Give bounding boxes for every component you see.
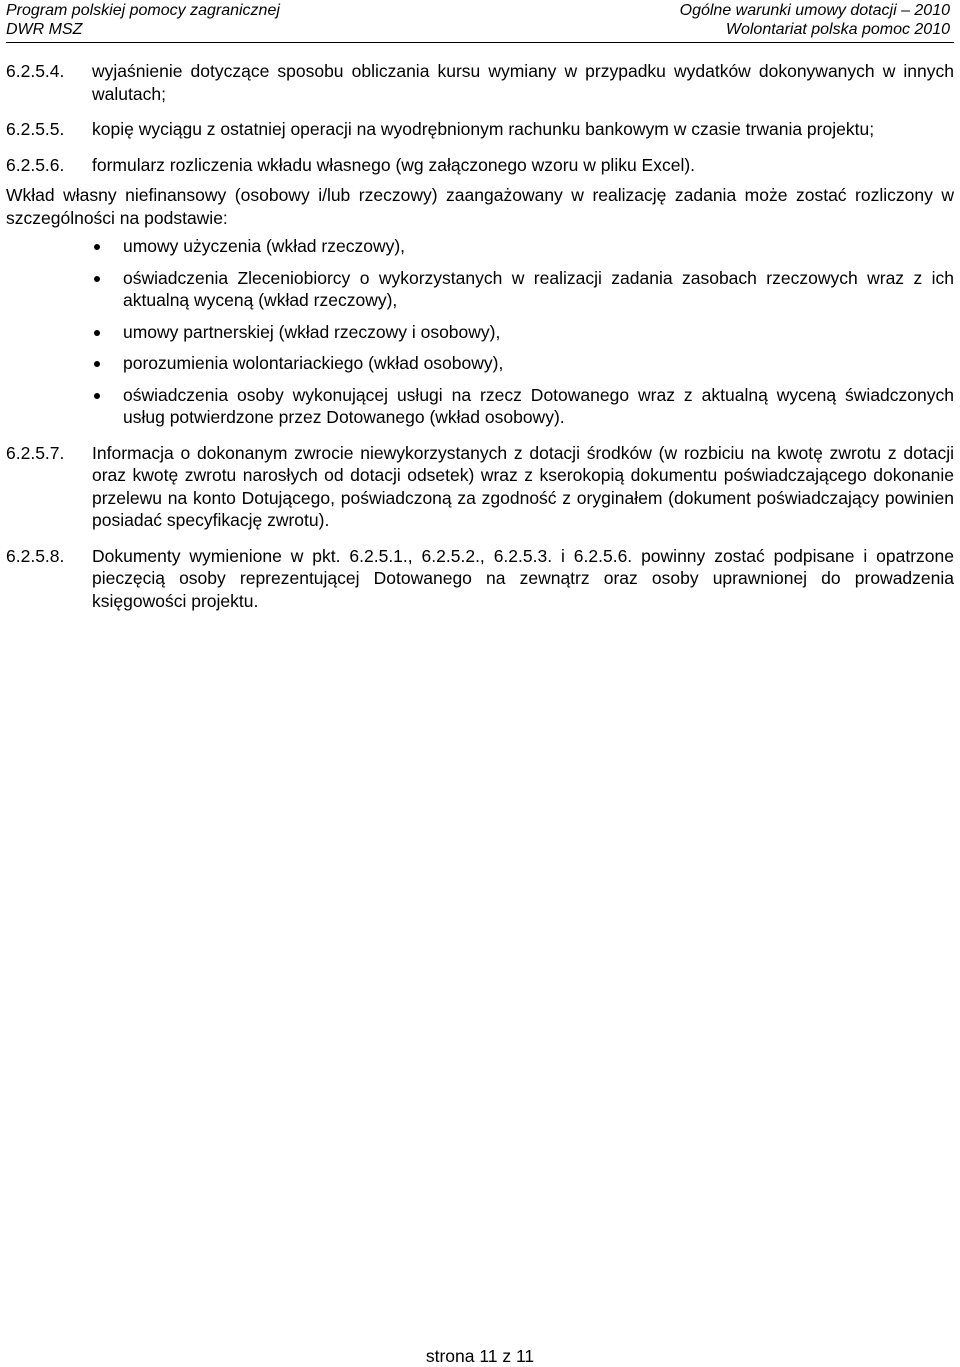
- list-item-text: oświadczenia Zleceniobiorcy o wykorzystanych w realizacji zadania zasobach rzeczowych wraz z ich aktualną wyceną (wkład rzeczowy),: [123, 267, 954, 310]
- list-item: [123, 384, 954, 429]
- page-number: strona 11 z 11: [425, 1346, 535, 1366]
- item-text: Informacja o dokonanym zwrocie niewykorzystanych z dotacji środków (w rozbiciu na kwotę zwrotu z dotacji oraz kwotę zwrotu narosłych od dotacji odsetek) wraz z kserokopią dokumentu poświadczającego dokonanie przelewu na konto Dotującego, poświadczoną za zgodność z oryginałem (dokument poświadczający powinien posiadać specyfikację zwrotu).: [92, 442, 954, 530]
- page-header: [6, 0, 954, 43]
- item-text: kopię wyciągu z ostatniej operacji na wyodrębnionym rachunku bankowym w czasie trwania projektu;: [92, 119, 875, 139]
- item-text: wyjaśnienie dotyczące sposobu obliczania kursu wymiany w przypadku wydatków dokonywanych w innych walutach;: [92, 61, 954, 104]
- header-department: DWR MSZ: [6, 21, 83, 38]
- document-body: [6, 60, 954, 625]
- numbered-item: [6, 545, 954, 613]
- list-item-text: umowy partnerskiej (wkład rzeczowy i osobowy),: [123, 321, 501, 342]
- body-paragraph: Wkład własny niefinansowy (osobowy i/lub rzeczowy) zaangażowany w realizację zadania może zostać rozliczony w szczególności na podstawie:: [6, 185, 954, 228]
- bullet-list: [6, 235, 954, 429]
- bullet-icon: [94, 330, 100, 336]
- bullet-icon: [94, 244, 100, 250]
- item-number: 6.2.5.5.: [6, 119, 65, 139]
- item-text: formularz rozliczenia wkładu własnego (wg załączonego wzoru w pliku Excel).: [92, 154, 696, 175]
- numbered-item: [6, 118, 954, 141]
- header-program-name: Wolontariat polska pomoc 2010: [725, 21, 950, 38]
- item-number: 6.2.5.7.: [6, 442, 65, 463]
- item-number: 6.2.5.4.: [6, 61, 65, 81]
- header-document-title: Ogólne warunki umowy dotacji – 2010: [679, 2, 950, 19]
- list-item: [123, 267, 954, 312]
- numbered-item: [6, 60, 954, 105]
- bullet-icon: [94, 393, 100, 399]
- list-item: [123, 352, 954, 375]
- list-item-text: oświadczenia osoby wykonującej usługi na rzecz Dotowanego wraz z aktualną wyceną świadczonych usług potwierdzone przez Dotowanego (wkład osobowy).: [123, 384, 954, 427]
- item-number: 6.2.5.8.: [6, 545, 65, 566]
- list-item: [123, 321, 954, 344]
- bullet-icon: [94, 361, 100, 367]
- item-text: Dokumenty wymienione w pkt. 6.2.5.1., 6.2.5.2., 6.2.5.3. i 6.2.5.6. powinny zostać podpisane i opatrzone pieczęcią osoby reprezentującej Dotowanego na zewnątrz oraz osoby uprawnionej do prowadzenia księgowości projektu.: [92, 545, 954, 611]
- bullet-icon: [94, 276, 100, 282]
- item-number: 6.2.5.6.: [6, 154, 65, 175]
- list-item-text: umowy użyczenia (wkład rzeczowy),: [123, 236, 406, 256]
- list-item-text: porozumienia wolontariackiego (wkład osobowy),: [123, 353, 504, 373]
- header-program-title: Program polskiej pomocy zagranicznej: [6, 2, 280, 19]
- list-item: [123, 235, 954, 258]
- numbered-item: [6, 442, 954, 532]
- numbered-item: [6, 154, 954, 177]
